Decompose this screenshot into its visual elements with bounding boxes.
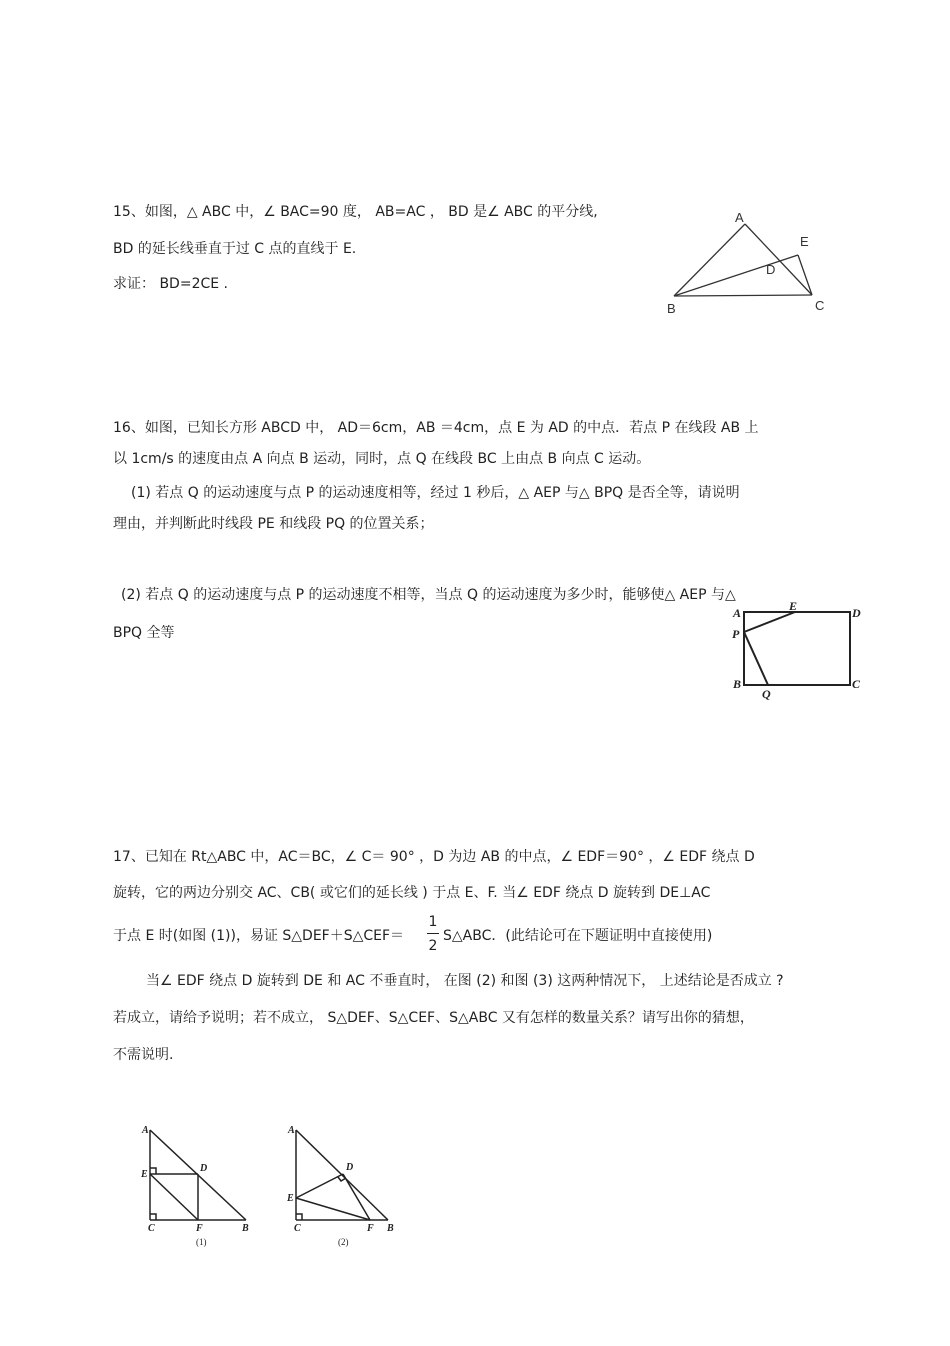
q17-line-4: 当∠ EDF 绕点 D 旋转到 DE 和 AC 不垂直时， 在图 (2) 和图 (3) 这两种情况下， 上述结论是否成立 ? xyxy=(146,973,784,989)
q16-line-3: (1) 若点 Q 的运动速度与点 P 的运动速度相等，经过 1 秒后，△ AEP 与△ BPQ 是否全等，请说明 xyxy=(131,485,740,501)
q16-line-1: 16、如图，已知长方形 ABCD 中， AD＝6cm，AB ＝4cm，点 E 为 AD 的中点．若点 P 在线段 AB 上 xyxy=(113,420,759,436)
q17-line-3b: S△ABC．(此结论可在下题证明中直接使用) xyxy=(443,928,713,944)
q16-label-e: E xyxy=(789,599,798,613)
q15-label-b: B xyxy=(667,301,676,316)
q17-fig1-label-d: D xyxy=(200,1163,208,1174)
q17-line-2: 旋转，它的两边分别交 AC、CB( 或它们的延长线 ) 于点 E、F. 当∠ EDF 绕点 D 旋转到 DE⊥AC xyxy=(113,885,711,901)
q17-line-6: 不需说明. xyxy=(113,1047,174,1063)
q17-fig1-label-b: B xyxy=(242,1223,249,1234)
q15-label-d: D xyxy=(766,262,776,277)
q17-fraction-bar xyxy=(427,933,439,934)
q16-label-p: P xyxy=(732,627,740,641)
q17-fig1-label-a: A xyxy=(142,1125,149,1136)
q16-label-a: A xyxy=(733,606,742,620)
q17-fig2-label-d: D xyxy=(346,1162,354,1173)
q15-label-a: A xyxy=(735,210,744,225)
q17-fig2-label-a: A xyxy=(288,1125,295,1136)
q17-fig2-label-f: F xyxy=(367,1223,374,1234)
q17-line-3a: 于点 E 时(如图 (1))，易证 S△DEF＋S△CEF＝ xyxy=(113,928,405,944)
q16-line-2: 以 1cm/s 的速度由点 A 向点 B 运动，同时，点 Q 在线段 BC 上由点 B 向点 C 运动。 xyxy=(113,451,651,467)
q16-label-d: D xyxy=(852,606,861,620)
q17-fig1-label-c: C xyxy=(148,1223,155,1234)
q17-fig2-label-c: C xyxy=(294,1223,301,1234)
q15-label-c: C xyxy=(815,298,825,313)
q17-fig1-label-f: F xyxy=(196,1223,203,1234)
q16-label-q: Q xyxy=(762,687,771,701)
q17-fraction-numerator: 1 xyxy=(428,914,438,930)
q17-fig1-label-e: E xyxy=(141,1169,148,1180)
q16-line-4: 理由，并判断此时线段 PE 和线段 PQ 的位置关系； xyxy=(113,516,434,532)
q17-line-1: 17、已知在 Rt△ABC 中，AC＝BC，∠ C＝ 90° ，D 为边 AB 的中点，∠ EDF＝90° ，∠ EDF 绕点 D xyxy=(113,849,755,865)
q16-line-5: (2) 若点 Q 的运动速度与点 P 的运动速度不相等，当点 Q 的运动速度为多少时，能够使△ AEP 与△ xyxy=(121,587,736,603)
q17-line-5: 若成立，请给予说明；若不成立， S△DEF、S△CEF、S△ABC 又有怎样的数量关系？请写出你的猜想， xyxy=(113,1010,754,1026)
q17-fraction-denominator: 2 xyxy=(428,938,438,954)
q17-fig2-label-b: B xyxy=(387,1223,394,1234)
q17-fig2-label-e: E xyxy=(287,1193,294,1204)
q15-label-e: E xyxy=(800,234,809,249)
q16-label-b: B xyxy=(733,677,742,691)
q17-fig1-caption: (1) xyxy=(196,1237,207,1247)
q16-line-6: BPQ 全等 xyxy=(113,625,175,641)
q15-line-1: 15、如图，△ ABC 中，∠ BAC=90 度， AB=AC ， BD 是∠ ABC 的平分线, xyxy=(113,204,598,220)
q15-line-3: 求证： BD=2CE . xyxy=(113,276,228,292)
q16-label-c: C xyxy=(852,677,861,691)
q15-line-2: BD 的延长线垂直于过 C 点的直线于 E. xyxy=(113,241,357,257)
q17-fig2-caption: (2) xyxy=(338,1237,349,1247)
